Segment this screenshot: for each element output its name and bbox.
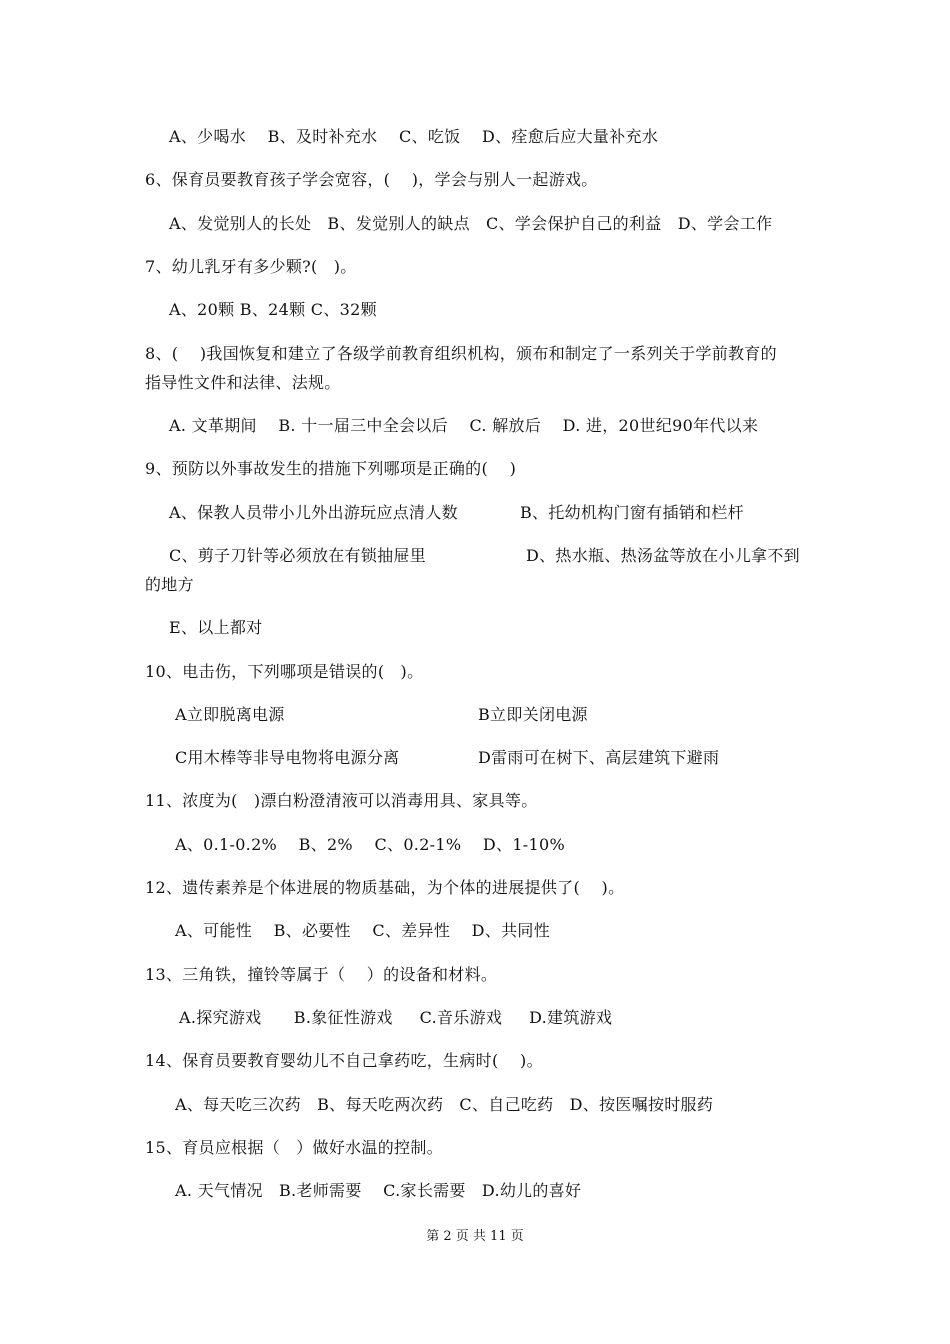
- q10-option-d: D雷雨可在树下、高层建筑下避雨: [478, 748, 720, 767]
- q9-option-c: C、剪子刀针等必须放在有锁抽屉里: [169, 546, 427, 565]
- q10-option-c: C用木棒等非导电物将电源分离: [175, 748, 400, 767]
- q10-option-a: A立即脱离电源: [175, 705, 285, 724]
- page-footer: 第 2 页 共 11 页: [426, 1229, 524, 1244]
- q12-stem: 12、遗传素养是个体进展的物质基础，为个体的进展提供了( )。: [145, 878, 625, 897]
- q15-options: A. 天气情况 B.老师需要 C.家长需要 D.幼儿的喜好: [175, 1181, 582, 1200]
- q9-option-d: D、热水瓶、热汤盆等放在小儿拿不到: [526, 546, 800, 565]
- q9-stem: 9、预防以外事故发生的措施下列哪项是正确的( ): [145, 459, 517, 478]
- q9-option-b: B、托幼机构门窗有插销和栏杆: [520, 503, 744, 522]
- q14-options: A、每天吃三次药 B、每天吃两次药 C、自己吃药 D、按医嘱按时服药: [175, 1095, 714, 1114]
- q11-stem: 11、浓度为( )漂白粉澄清液可以消毒用具、家具等。: [145, 791, 538, 810]
- q14-stem: 14、保育员要教育婴幼儿不自己拿药吃，生病时( )。: [145, 1051, 543, 1070]
- q6-stem: 6、保育员要教育孩子学会宽容，( )，学会与别人一起游戏。: [145, 170, 598, 189]
- q8-options: A. 文革期间 B. 十一届三中全会以后 C. 解放后 D. 进，20世纪90年代以来: [169, 416, 759, 435]
- q9-option-e: E、以上都对: [169, 618, 263, 637]
- q6-options: A、发觉别人的长处 B、发觉别人的缺点 C、学会保护自己的利益 D、学会工作: [169, 214, 773, 233]
- q9-option-d-cont: 的地方: [145, 575, 194, 594]
- q8-stem-line1: 8、( )我国恢复和建立了各级学前教育组织机构，颁布和制定了一系列关于学前教育的: [145, 344, 777, 363]
- q15-stem: 15、育员应根据（ ）做好水温的控制。: [145, 1138, 443, 1157]
- q7-stem: 7、幼儿乳牙有多少颗?( )。: [145, 257, 357, 276]
- q10-stem: 10、电击伤，下列哪项是错误的( )。: [145, 662, 424, 681]
- q7-options: A、20颗 B、24颗 C、32颗: [169, 300, 377, 319]
- q10-option-b: B立即关闭电源: [478, 705, 588, 724]
- q5-options: A、少喝水 B、及时补充水 C、吃饭 D、痊愈后应大量补充水: [169, 127, 659, 146]
- q9-option-a: A、保教人员带小儿外出游玩应点清人数: [169, 503, 458, 522]
- q13-options: A.探究游戏 B.象征性游戏 C.音乐游戏 D.建筑游戏: [179, 1008, 613, 1027]
- q11-options: A、0.1-0.2% B、2% C、0.2-1% D、1-10%: [175, 835, 565, 854]
- q8-stem-line2: 指导性文件和法律、法规。: [145, 373, 341, 392]
- q12-options: A、可能性 B、必要性 C、差异性 D、共同性: [175, 921, 551, 940]
- q13-stem: 13、三角铁，撞铃等属于（ ）的设备和材料。: [145, 965, 498, 984]
